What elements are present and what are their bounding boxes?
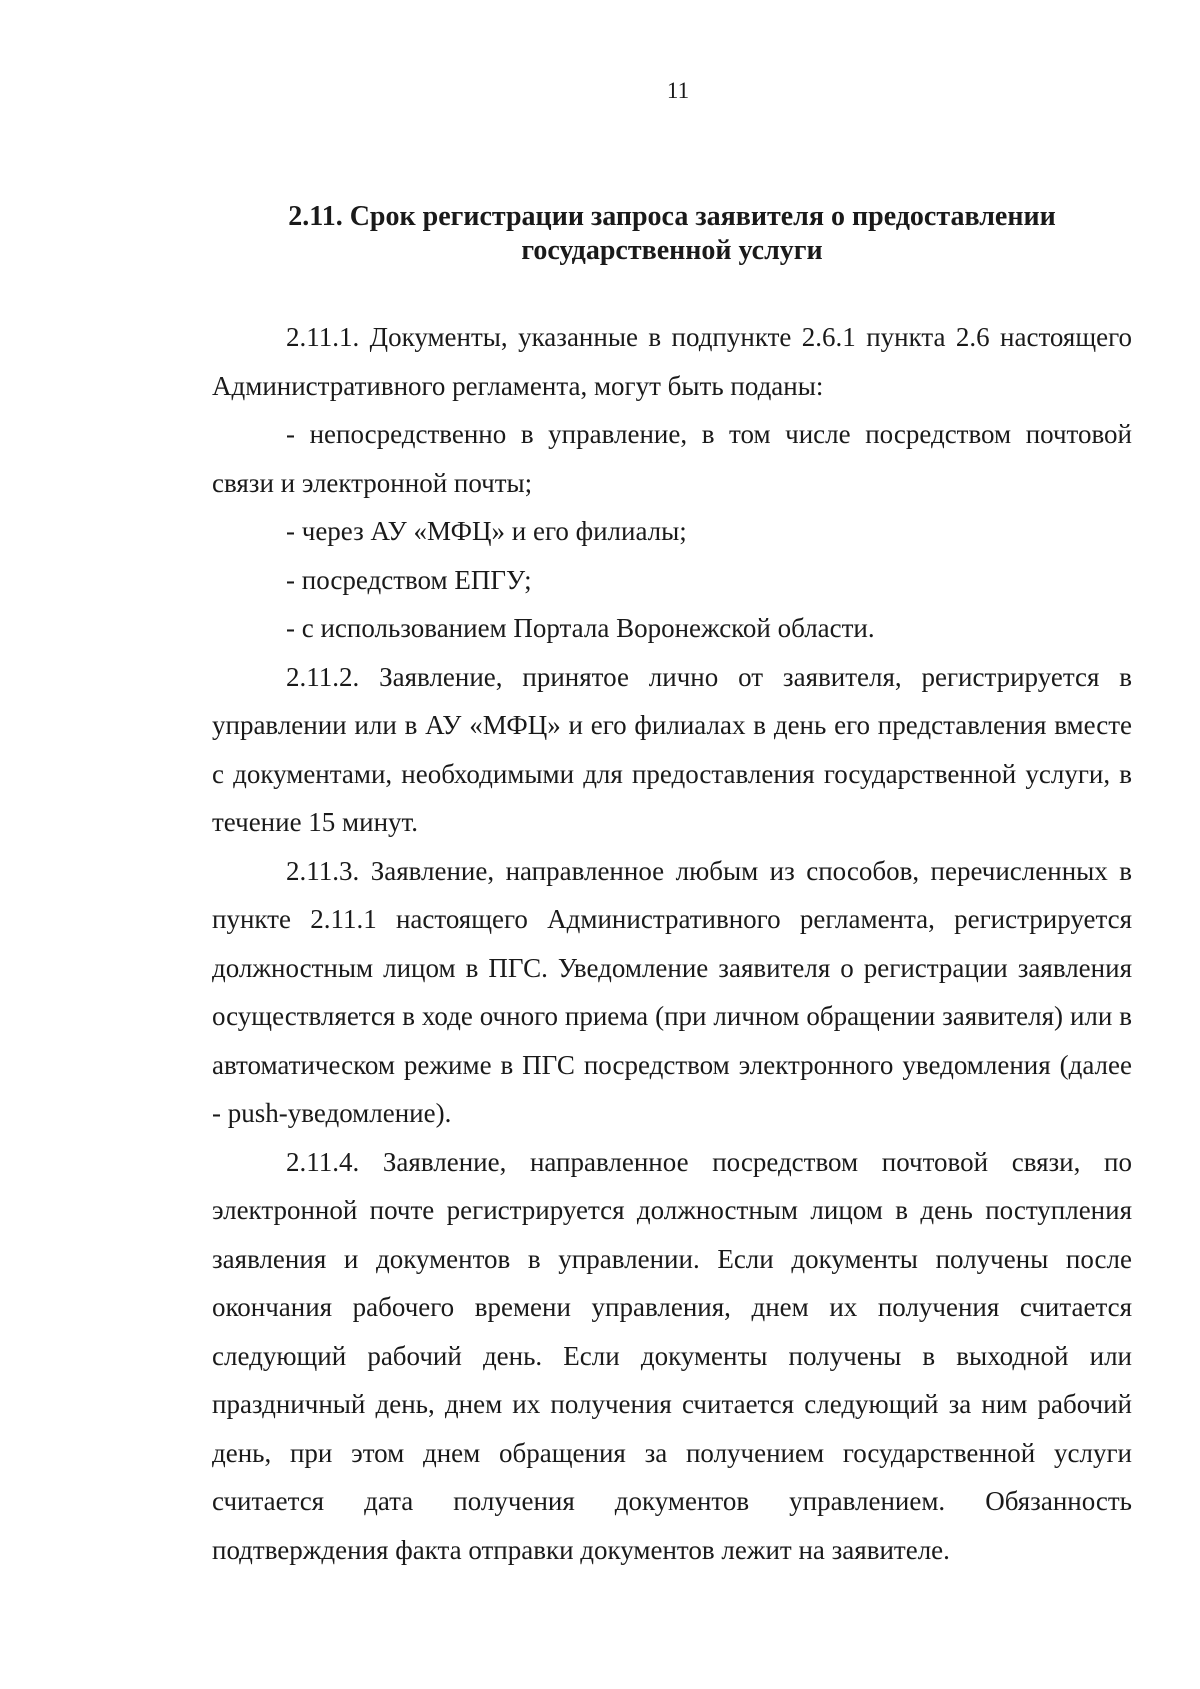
- section-heading: 2.11. Срок регистрации запроса заявителя о предоставлении государственной услуги: [288, 201, 1056, 266]
- list-item-epgu: - посредством ЕПГУ;: [286, 564, 532, 595]
- section-body: [212, 313, 1132, 1574]
- page-number: 11: [666, 78, 690, 103]
- paragraph-2-11-3: 2.11.3. Заявление, направленное любым из способов, перечисленных в пункте 2.11.1 настоящего Административного регламента, регистрируется должностным лицом в ПГС. Уведомление заявителя о регистрации заявления осуществляется в ходе очного приема (при личном обращении заявителя) или в автоматическом режиме в ПГС посредством электронного уведомления (далее - push-уведомление).: [212, 855, 1132, 1128]
- list-item-portal: - с использованием Портала Воронежской области.: [286, 613, 875, 643]
- list-item-mfc: - через АУ «МФЦ» и его филиалы;: [286, 516, 687, 546]
- paragraph-2-11-4: 2.11.4. Заявление, направленное посредством почтовой связи, по электронной почте регистрируется должностным лицом в день поступления заявления и документов в управлении. Если документы получены после окончания рабочего времени управления, днем их получения считается следующий рабочий день. Если документы получены в выходной или праздничный день, днем их получения считается следующий за ним рабочий день, при этом днем обращения за получением государственной услуги считается дата получения документов управлением. Обязанность подтверждения факта отправки документов лежит на заявителе.: [212, 1146, 1132, 1565]
- paragraph-2-11-1: 2.11.1. Документы, указанные в подпункте 2.6.1 пункта 2.6 настоящего Административного регламента, могут быть поданы:: [212, 322, 1132, 401]
- paragraph-2-11-2: 2.11.2. Заявление, принятое лично от заявителя, регистрируется в управлении или в АУ «МФЦ» и его филиалах в день его представления вместе с документами, необходимыми для предоставления государственной услуги, в течение 15 минут.: [212, 661, 1132, 837]
- list-item-directly: - непосредственно в управление, в том числе посредством почтовой связи и электронной почты;: [212, 419, 1132, 498]
